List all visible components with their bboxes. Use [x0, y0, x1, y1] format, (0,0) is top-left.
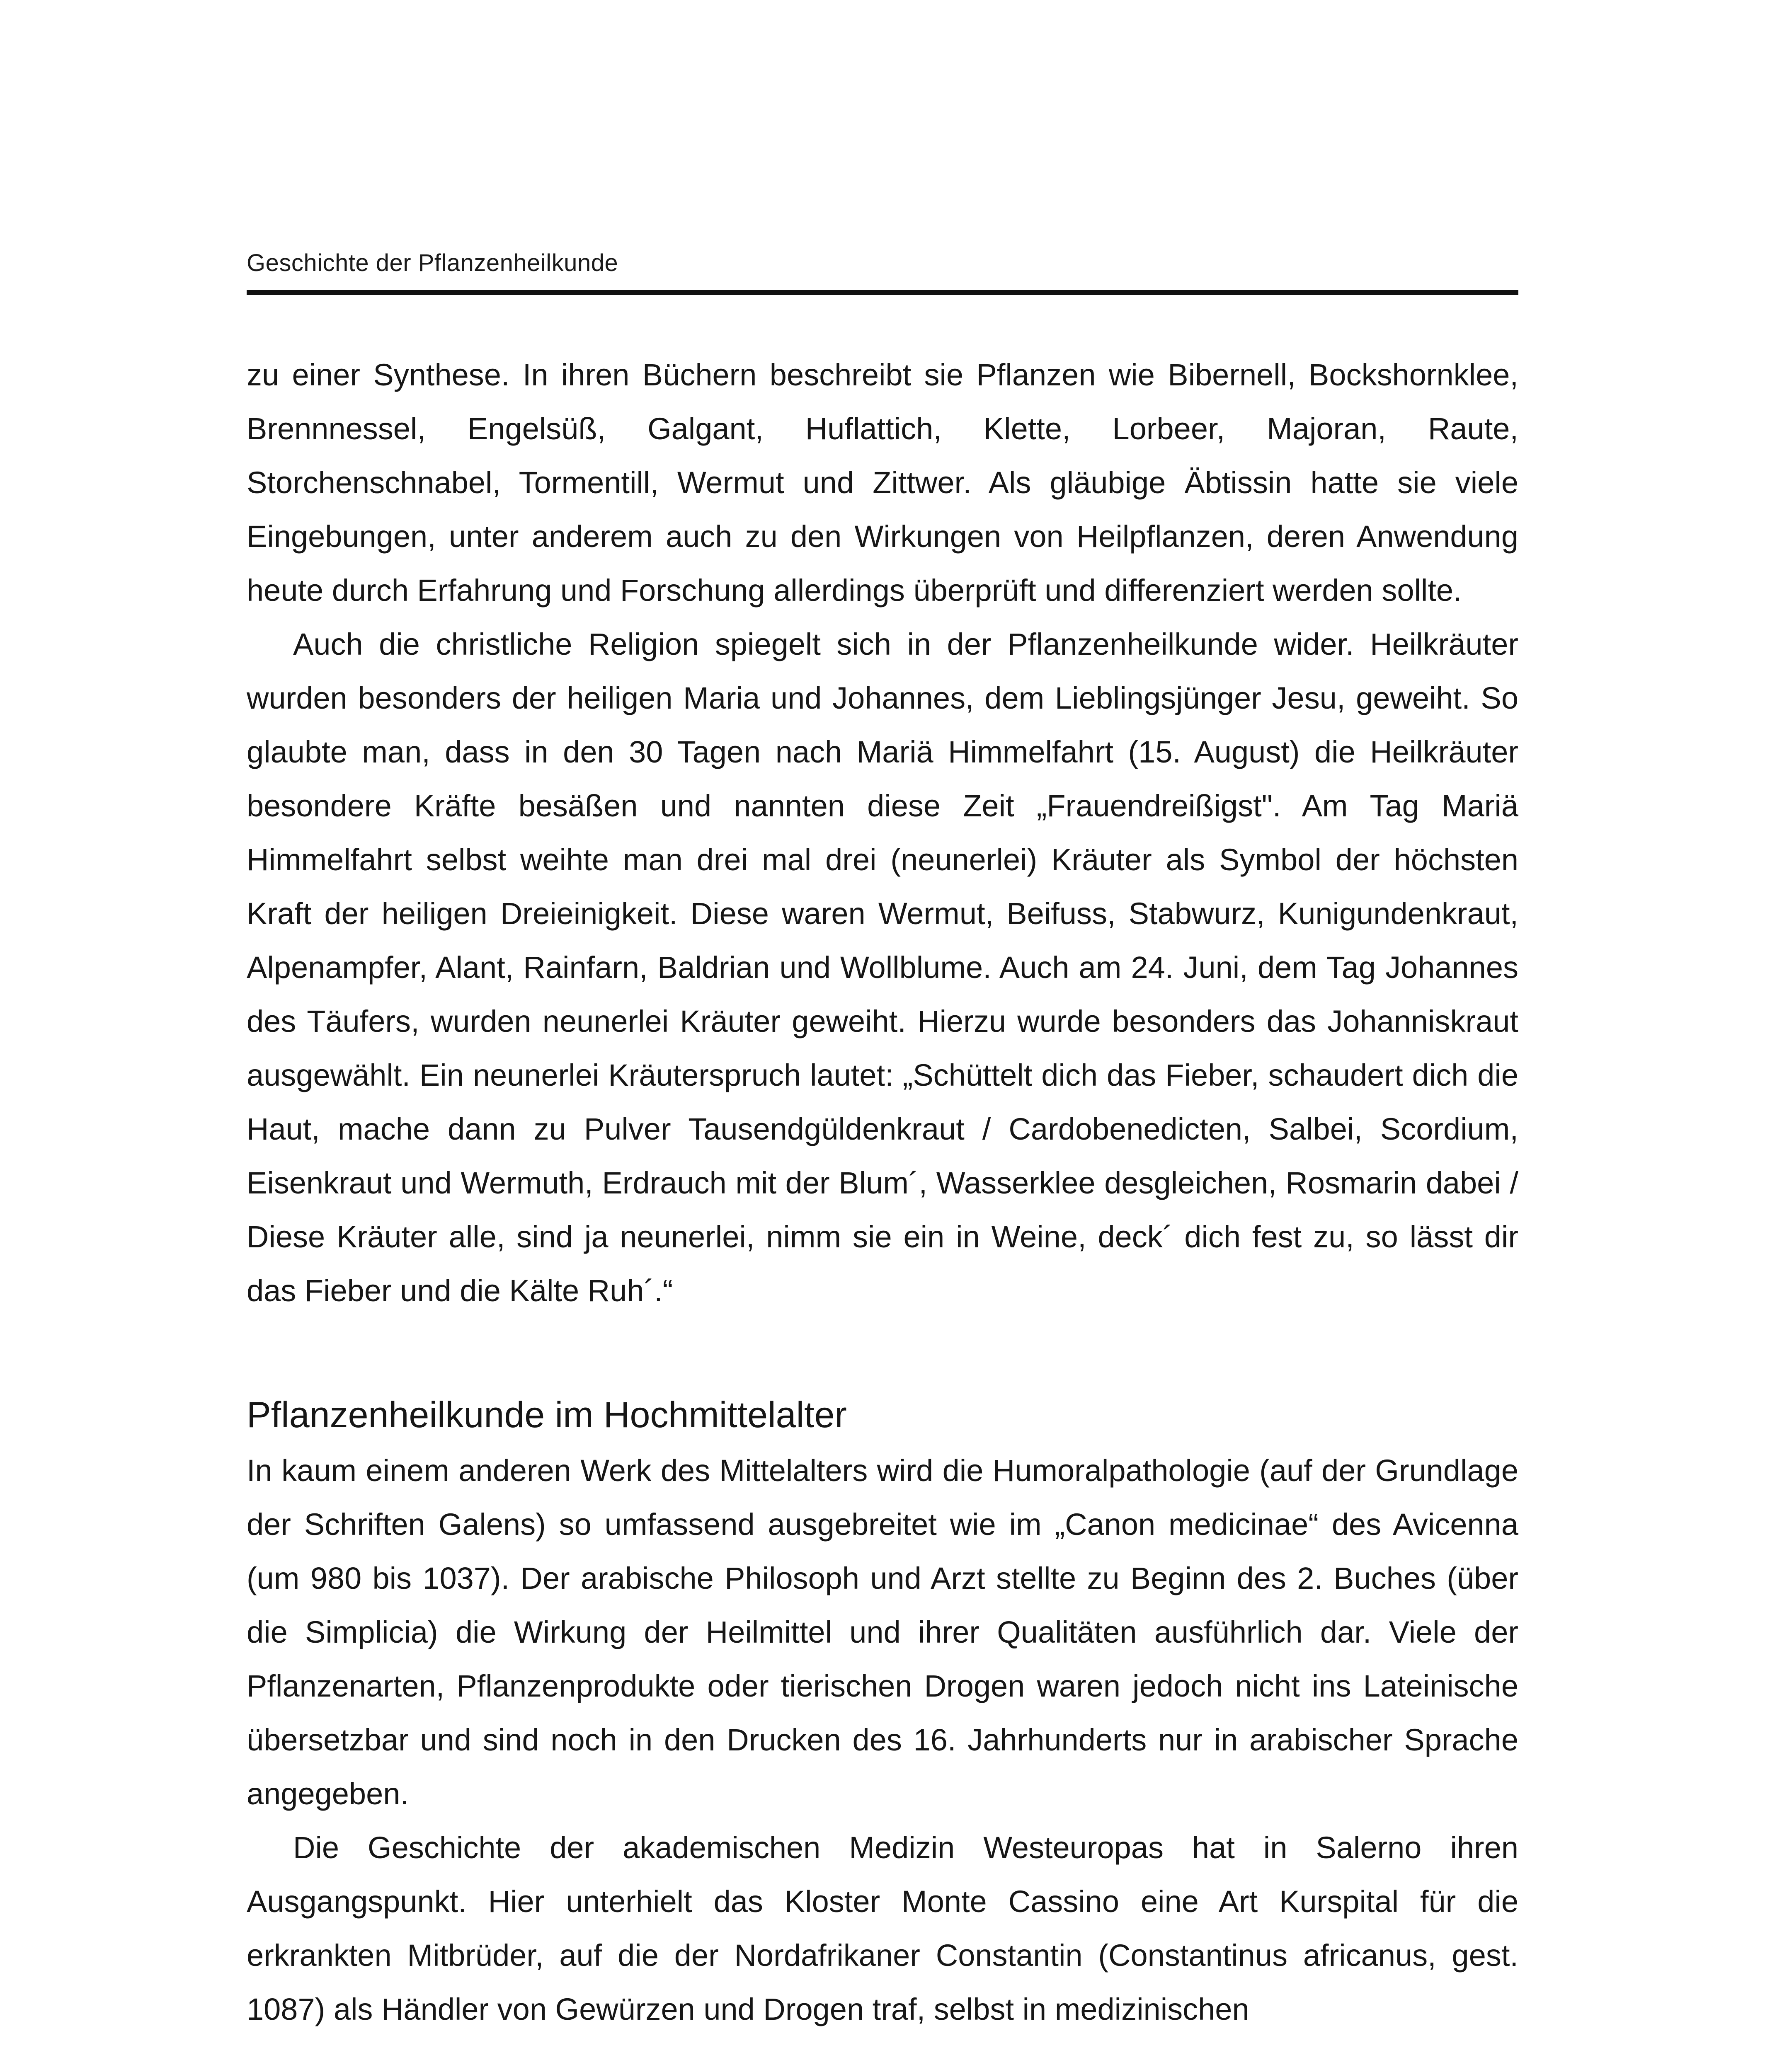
running-head: Geschichte der Pflanzenheilkunde: [247, 249, 618, 276]
paragraph: Die Geschichte der akademischen Medizin Westeuropas hat in Salerno ihren Ausgangspunkt. Hier unterhielt das Kloster Monte Cassino eine Art Kurspital für die erkrankten Mitbrüder, auf die der Nordafrikaner Constantin (Constantinus africanus, gest. 1087) als Händler von Gewürzen und Drogen traf, selbst in medizinischen: [247, 1830, 1518, 2026]
body-text: [247, 348, 1518, 2036]
header-rule: [247, 290, 1518, 295]
paragraph: Auch die christliche Religion spiegelt sich in der Pflanzenheilkunde wider. Heilkräuter wurden besonders der heiligen Maria und Johannes, dem Lieblingsjünger Jesu, geweiht. So glaubte man, dass in den 30 Tagen nach Mariä Himmelfahrt (15. August) die Heilkräuter besondere Kräfte besäßen und nannten diese Zeit „Frauendreißigst". Am Tag Mariä Himmelfahrt selbst weihte man drei mal drei (neunerlei) Kräuter als Symbol der höchsten Kraft der heiligen Dreieinigkeit. Diese waren Wermut, Beifuss, Stabwurz, Kunigundenkraut, Alpenampfer, Alant, Rainfarn, Baldrian und Wollblume. Auch am 24. Juni, dem Tag Johannes des Täufers, wurden neunerlei Kräuter geweiht. Hierzu wurde besonders das Johanniskraut ausgewählt. Ein neunerlei Kräuterspruch lautet: „Schüttelt dich das Fieber, schaudert dich die Haut, mache dann zu Pulver Tausendgüldenkraut / Cardobenedicten, Salbei, Scordium, Eisenkraut und Wermuth, Erdrauch mit der Blum´, Wasserklee desgleichen, Rosmarin dabei / Diese Kräuter alle, sind ja neunerlei, nimm sie ein in Weine, deck´ dich fest zu, so lässt dir das Fieber und die Kälte Ruh´.“: [247, 627, 1518, 1308]
paragraph: zu einer Synthese. In ihren Büchern beschreibt sie Pflanzen wie Bibernell, Bockshornklee, Brennnessel, Engelsüß, Galgant, Huflattich, Klette, Lorbeer, Majoran, Raute, Storchenschnabel, Tormentill, Wermut und Zittwer. Als gläubige Äbtissin hatte sie viele Eingebungen, unter anderem auch zu den Wirkungen von Heilpflanzen, deren Anwendung heute durch Erfahrung und Forschung allerdings überprüft und differenziert werden sollte.: [247, 358, 1518, 608]
paragraph: In kaum einem anderen Werk des Mittelalters wird die Humoralpathologie (auf der Grundlage der Schriften Galens) so umfassend ausgebreitet wie im „Canon medicinae“ des Avicenna (um 980 bis 1037). Der arabische Philosoph und Arzt stellte zu Beginn des 2. Buches (über die Simplicia) die Wirkung der Heilmittel und ihrer Qualitäten ausführlich dar. Viele der Pflanzenarten, Pflanzenprodukte oder tierischen Drogen waren jedoch nicht ins Lateinische übersetzbar und sind noch in den Drucken des 16. Jahrhunderts nur in arabischer Sprache angegeben.: [247, 1453, 1518, 1811]
section-heading: Pflanzenheilkunde im Hochmittelalter: [247, 1394, 847, 1435]
